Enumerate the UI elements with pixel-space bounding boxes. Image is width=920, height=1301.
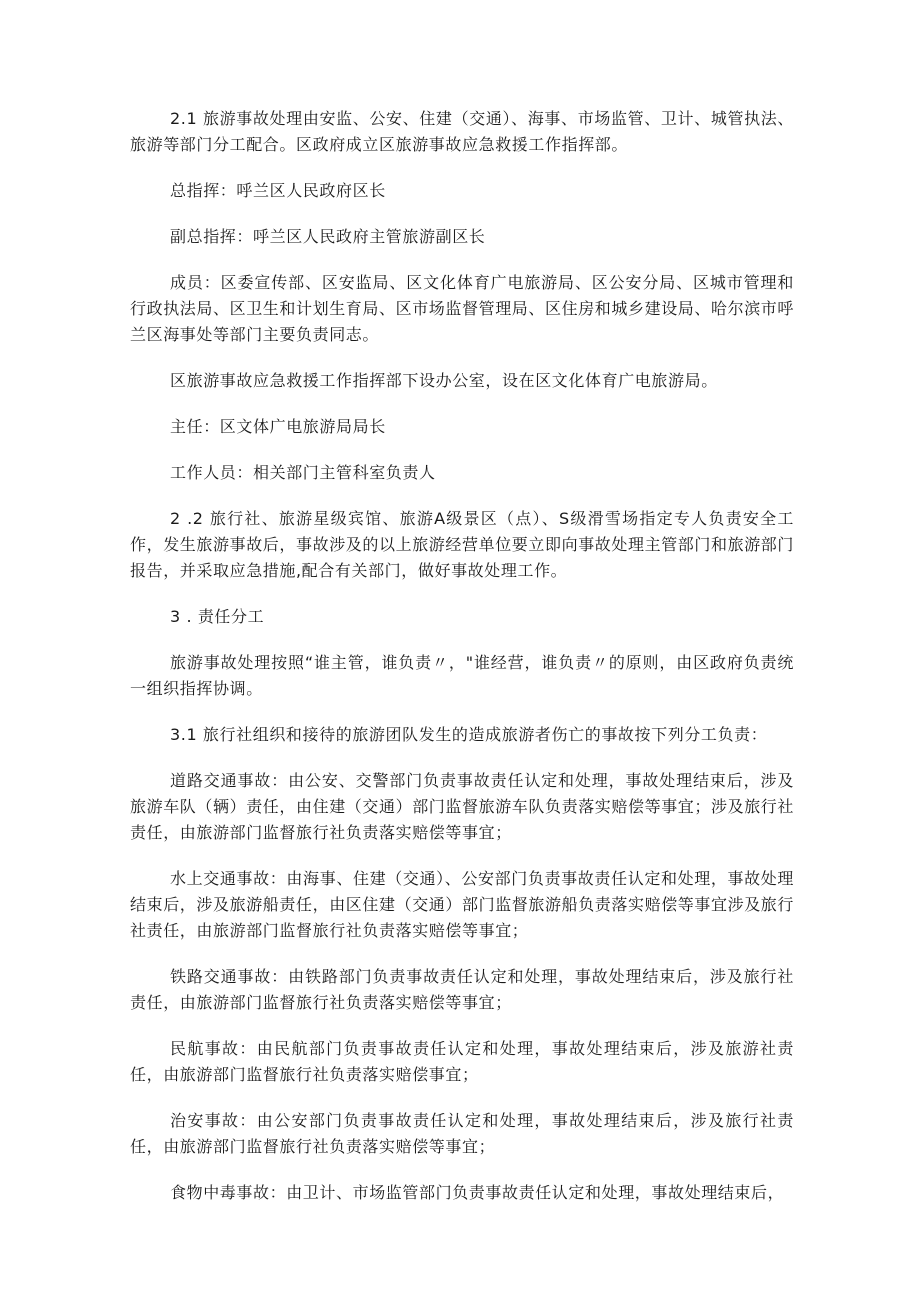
paragraph-deputy-commander: 副总指挥：呼兰区人民政府主管旅游副区长	[170, 227, 486, 246]
paragraph-2-1-intro: 2.1 旅游事故处理由安监、公安、住建（交通）、海事、市场监管、卫计、城管执法、旅游等部门分工配合。区政府成立区旅游事故应急救援工作指挥部。	[130, 109, 794, 154]
paragraph-food-poisoning: 食物中毒事故：由卫计、市场监管部门负责事故责任认定和处理，事故处理结束后，	[170, 1183, 785, 1202]
paragraph-members: 成员：区委宣传部、区安监局、区文化体育广电旅游局、区公安分局、区城市管理和行政执法局、区卫生和计划生育局、区市场监督管理局、区住房和城乡建设局、哈尔滨市呼兰区海事处等部门主要负责同志。	[130, 273, 795, 344]
paragraph-3-1-division: 3.1 旅行社组织和接待的旅游团队发生的造成旅游者伤亡的事故按下列分工负责：	[170, 725, 768, 744]
paragraph-water-traffic: 水上交通事故：由海事、住建（交通）、公安部门负责事故责任认定和处理，事故处理结束后，涉及旅游船责任，由区住建（交通）部门监督旅游船负责落实赔偿等事宜涉及旅行社责任，由旅游部门监督旅行社负责落实赔偿等事宜；	[130, 869, 795, 940]
paragraph-director: 主任：区文体广电旅游局局长	[170, 417, 386, 436]
paragraph-commander: 总指挥：呼兰区人民政府区长	[170, 181, 386, 200]
section-heading-responsibility: 3 . 责任分工	[170, 607, 265, 626]
paragraph-civil-aviation: 民航事故：由民航部门负责事故责任认定和处理，事故处理结束后，涉及旅游社责任，由旅游部门监督旅行社负责落实赔偿事宜；	[130, 1039, 794, 1084]
paragraph-office: 区旅游事故应急救援工作指挥部下设办公室，设在区文化体育广电旅游局。	[170, 371, 718, 390]
paragraph-road-traffic: 道路交通事故：由公安、交警部门负责事故责任认定和处理，事故处理结束后，涉及旅游车队（辆）责任，由住建（交通）部门监督旅游车队负责落实赔偿等事宜；涉及旅行社责任，由旅游部门监督旅行社负责落实赔偿等事宜；	[130, 771, 795, 842]
paragraph-railway: 铁路交通事故：由铁路部门负责事故责任认定和处理，事故处理结束后，涉及旅行社责任，由旅游部门监督旅行社负责落实赔偿等事宜；	[130, 967, 794, 1012]
paragraph-staff: 工作人员：相关部门主管科室负责人	[170, 463, 436, 482]
paragraph-public-security: 治安事故：由公安部门负责事故责任认定和处理，事故处理结束后，涉及旅行社责任，由旅游部门监督旅行社负责落实赔偿等事宜；	[130, 1111, 794, 1156]
paragraph-2-2-operators: 2 .2 旅行社、旅游星级宾馆、旅游A级景区（点）、S级滑雪场指定专人负责安全工作，发生旅游事故后，事故涉及的以上旅游经营单位要立即向事故处理主管部门和旅游部门报告，并采取应急措施,配合有关部门，做好事故处理工作。	[130, 509, 795, 580]
paragraph-principle: 旅游事故处理按照“谁主管，谁负责〃，"谁经营，谁负责〃的原则，由区政府负责统一组织指挥协调。	[130, 653, 794, 698]
document-body	[130, 106, 794, 1226]
